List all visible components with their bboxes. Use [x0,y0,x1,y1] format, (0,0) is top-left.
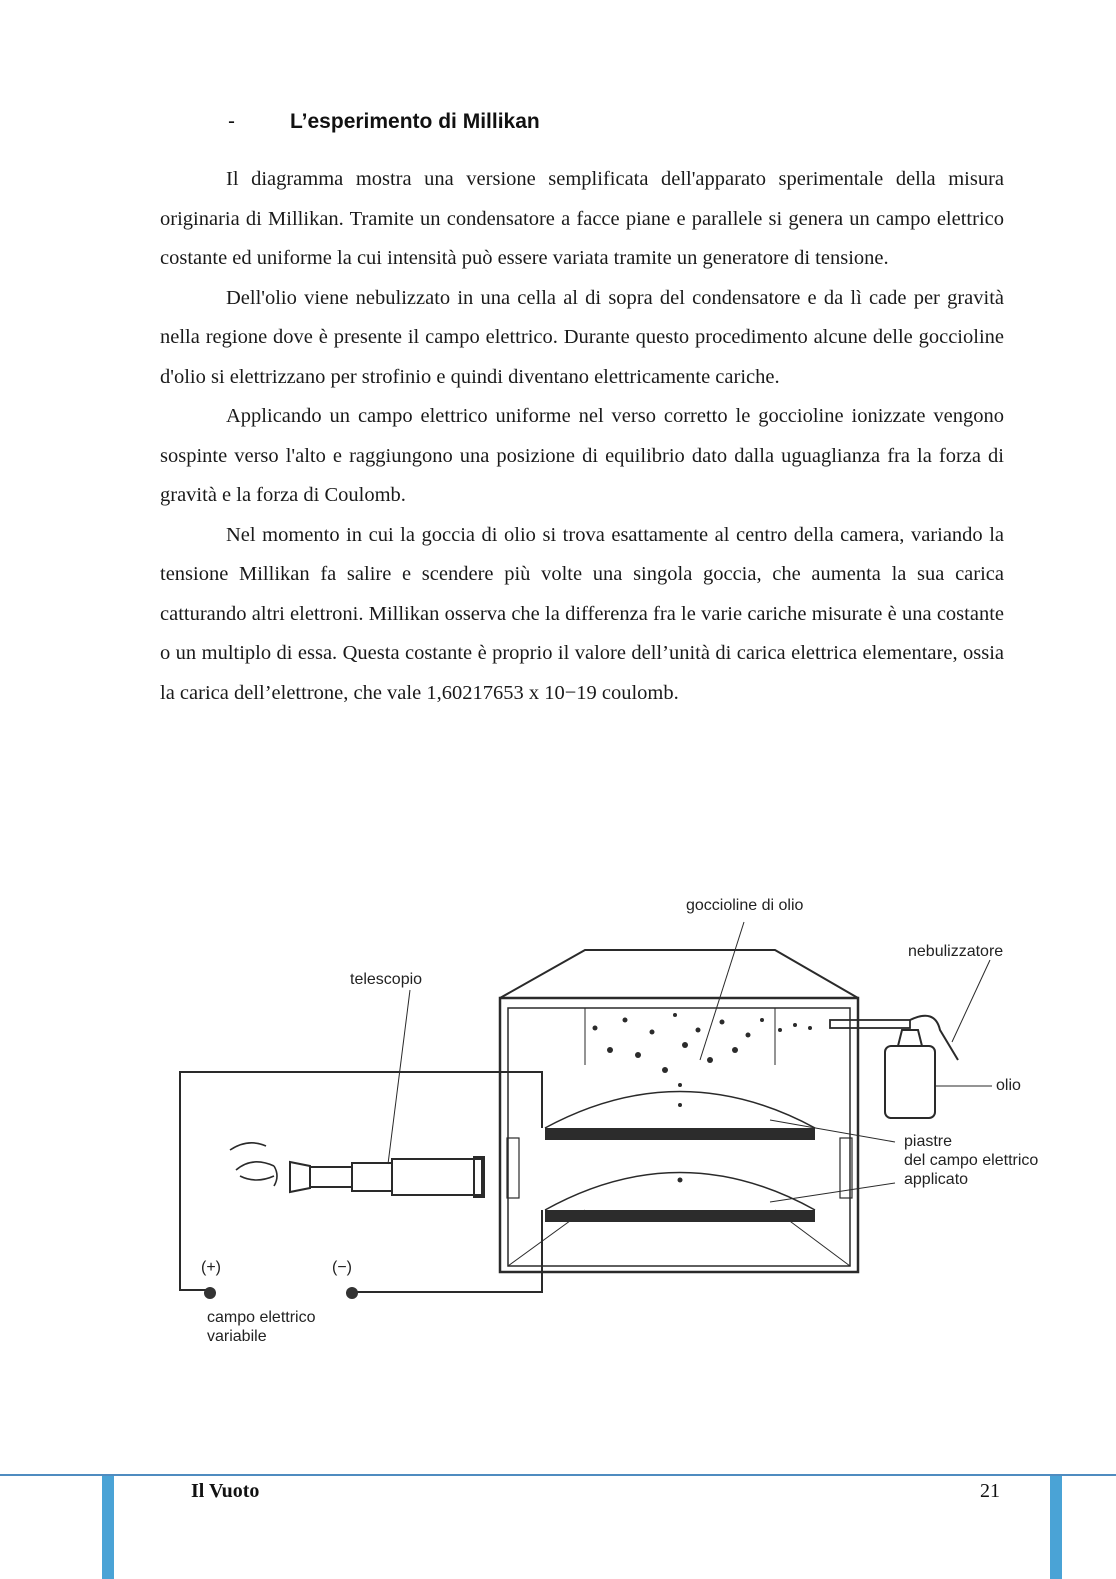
oil-droplet [746,1033,751,1038]
side-bracket [507,1138,519,1198]
chamber-top [500,950,858,998]
telescope-body [290,1162,310,1192]
body-text [160,160,1004,713]
oil-droplet [793,1023,797,1027]
circuit-wire [180,1072,542,1290]
oil-droplet [682,1042,688,1048]
oil-droplet [720,1020,725,1025]
oil-droplet [678,1083,682,1087]
oil-droplet [650,1030,655,1035]
label-piastre-line-1: piastre [904,1133,953,1150]
terminal-negative [346,1287,358,1299]
millikan-apparatus-figure [170,880,1070,1370]
oil-droplet [607,1047,613,1053]
label-positive-terminal: (+) [201,1259,221,1276]
oil-droplet [678,1178,683,1183]
label-negative-terminal: (−) [332,1259,352,1276]
footer-divider [0,1474,1116,1476]
telescope-body [310,1167,352,1187]
oil-droplet [673,1013,677,1017]
oil-droplet [623,1018,628,1023]
paragraph: Applicando un campo elettrico uniforme nel verso corretto le goccioline ionizzate vengono sospinte verso l'alto e raggiungono una posizione di equilibrio dato dalla uguaglianza fra la forza di gravità e la forza di Coulomb. [160,405,1004,506]
paragraph: Il diagramma mostra una versione semplificata dell'apparato sperimentale della misura originaria di Millikan. Tramite un condensatore a facce piane e parallele si genera un campo elettrico costante ed uniforme la cui intensità può essere variata tramite un generatore di tensione. [160,168,1004,269]
label-telescopio: telescopio [350,971,423,988]
oil-droplet [707,1057,713,1063]
label-nebulizzatore: nebulizzatore [908,943,1004,960]
leader-line [952,960,990,1042]
upper-plate [545,1128,815,1140]
atomizer-neck [898,1030,922,1046]
oil-droplet [732,1047,738,1053]
atomizer-bottle [885,1046,935,1118]
oil-droplet [593,1026,598,1031]
page-number: 21 [980,1480,1000,1502]
oil-droplet [760,1018,764,1022]
paragraph: Dell'olio viene nebulizzato in una cella al di sopra del condensatore e da lì cade per gravità nella regione dove è presente il campo elettrico. Durante questo procedimento alcune delle goccioline d'olio si elettrizzano per strofinio e quindi diventano elettricamente cariche. [160,286,1004,388]
lower-plate [545,1210,815,1222]
footer-title: Il Vuoto [191,1480,260,1502]
terminal-positive [204,1287,216,1299]
label-olio: olio [996,1077,1021,1094]
leader-line [770,1183,895,1202]
label-campo-line-2: variabile [207,1328,267,1345]
footer-right-bar [1050,1476,1062,1579]
heading-dash: - [228,110,235,133]
footer-left-bar [102,1476,114,1579]
paragraph: Nel momento in cui la goccia di olio si trova esattamente al centro della camera, variando la tensione Millikan fa salire e scendere più volte una singola goccia, che aumenta la sua carica catturando altri elettroni. Millikan osserva che la differenza fra le varie cariche misurate è una costante o un multiplo di essa. Questa costante è proprio il valore dell’unità di carica elettrica elementare, ossia la carica dell’elettrone, che vale 1,60217653 x 10−19 coulomb. [160,523,1004,704]
leader-line [700,922,744,1060]
label-goccioline: goccioline di olio [686,897,804,914]
oil-droplet [678,1103,682,1107]
oil-droplet [778,1028,782,1032]
oil-droplet [635,1052,641,1058]
oil-droplet [808,1026,812,1030]
circuit-wire [352,1210,542,1292]
oil-droplet [662,1067,668,1073]
label-piastre-line-3: applicato [904,1171,969,1188]
telescope-body [392,1159,482,1195]
telescope-body [352,1163,392,1191]
label-piastre-line-2: del campo elettrico [904,1152,1039,1169]
eye-sketch [230,1143,277,1186]
upper-plate-dome [545,1092,815,1129]
section-title: L’esperimento di Millikan [290,110,540,133]
atomizer-nozzle [830,1020,910,1028]
oil-droplet [696,1028,701,1033]
leader-line [388,990,410,1164]
label-campo-line-1: campo elettrico [207,1309,316,1326]
